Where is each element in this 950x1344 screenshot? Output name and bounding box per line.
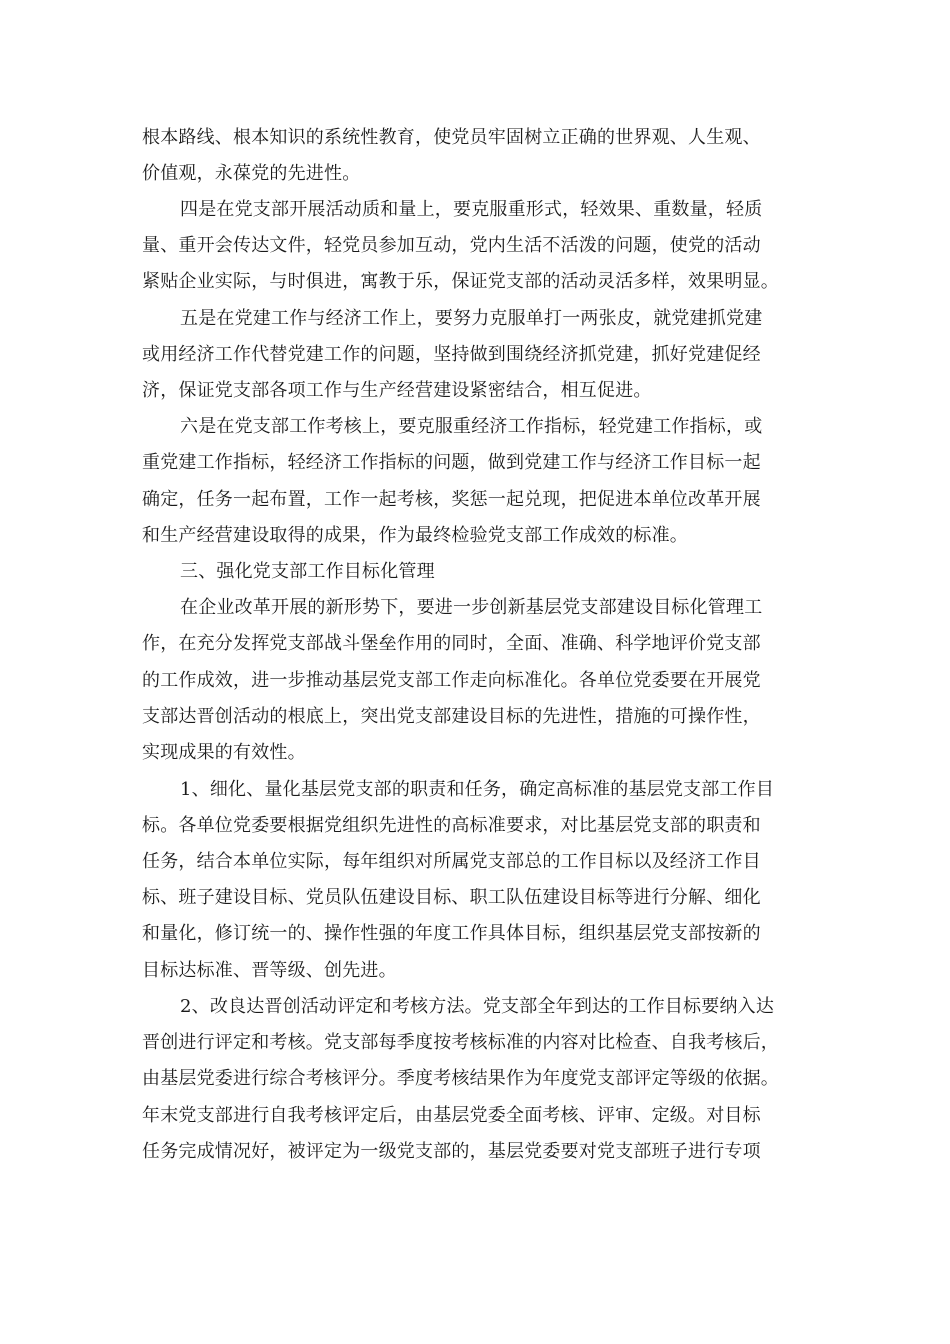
text-line: 实现成果的有效性。	[142, 742, 306, 763]
paragraph-start-line: 在企业改革开展的新形势下，要进一步创新基层党支部建设目标化管理工	[180, 597, 763, 618]
text-line: 根本路线、根本知识的系统性教育，使党员牢固树立正确的世界观、人生观、	[142, 127, 761, 148]
text-line: 紧贴企业实际，与时俱进，寓教于乐，保证党支部的活动灵活多样，效果明显。	[142, 271, 779, 292]
text-line: 目标达标准、晋等级、创先进。	[142, 960, 397, 981]
text-line: 由基层党委进行综合考核评分。季度考核结果作为年度党支部评定等级的依据。	[142, 1068, 779, 1089]
section-heading: 三、强化党支部工作目标化管理	[180, 561, 435, 582]
text-line: 价值观，永葆党的先进性。	[142, 163, 361, 184]
text-line: 标。各单位党委要根据党组织先进性的高标准要求，对比基层党支部的职责和	[142, 815, 761, 836]
text-line: 济，保证党支部各项工作与生产经营建设紧密结合，相互促进。	[142, 380, 652, 401]
text-line: 标、班子建设目标、党员队伍建设目标、职工队伍建设目标等进行分解、细化	[142, 887, 761, 908]
text-line: 支部达晋创活动的根底上，突出党支部建设目标的先进性，措施的可操作性，	[142, 706, 761, 727]
text-line: 晋创进行评定和考核。党支部每季度按考核标准的内容对比检查、自我考核后，	[142, 1032, 779, 1053]
text-line: 或用经济工作代替党建工作的问题，坚持做到围绕经济抓党建，抓好党建促经	[142, 344, 761, 365]
text-line: 确定，任务一起布置，工作一起考核，奖惩一起兑现，把促进本单位改革开展	[142, 489, 761, 510]
paragraph-start-line: 五是在党建工作与经济工作上，要努力克服单打一两张皮，就党建抓党建	[180, 308, 763, 329]
text-line: 和生产经营建设取得的成果，作为最终检验党支部工作成效的标准。	[142, 525, 688, 546]
text-line: 任务，结合本单位实际，每年组织对所属党支部总的工作目标以及经济工作目	[142, 851, 761, 872]
text-line: 任务完成情况好，被评定为一级党支部的，基层党委要对党支部班子进行专项	[142, 1141, 761, 1162]
text-line: 作，在充分发挥党支部战斗堡垒作用的同时，全面、准确、科学地评价党支部	[142, 633, 761, 654]
text-line: 的工作成效，进一步推动基层党支部工作走向标准化。各单位党委要在开展党	[142, 670, 761, 691]
text-line: 重党建工作指标，轻经济工作指标的问题，做到党建工作与经济工作目标一起	[142, 452, 761, 473]
text-line: 量、重开会传达文件，轻党员参加互动，党内生活不活泼的问题，使党的活动	[142, 235, 761, 256]
paragraph-start-line: 1、细化、量化基层党支部的职责和任务，确定高标准的基层党支部工作目	[180, 779, 775, 800]
paragraph-start-line: 2、改良达晋创活动评定和考核方法。党支部全年到达的工作目标要纳入达	[180, 996, 775, 1017]
paragraph-start-line: 四是在党支部开展活动质和量上，要克服重形式，轻效果、重数量，轻质	[180, 199, 763, 220]
text-line: 和量化，修订统一的、操作性强的年度工作具体目标，组织基层党支部按新的	[142, 923, 761, 944]
paragraph-start-line: 六是在党支部工作考核上，要克服重经济工作指标，轻党建工作指标，或	[180, 416, 763, 437]
text-line: 年末党支部进行自我考核评定后，由基层党委全面考核、评审、定级。对目标	[142, 1105, 761, 1126]
